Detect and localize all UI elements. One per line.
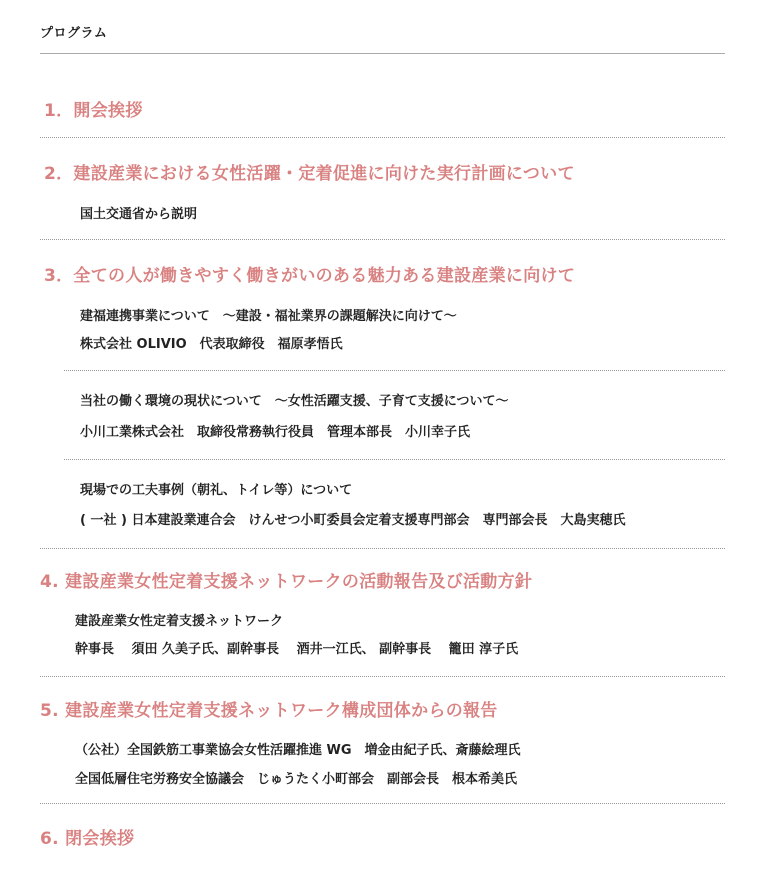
section-2-heading: 2．建設産業における女性活躍・定着促進に向けた実行計画について <box>44 164 575 184</box>
section-5-heading: 5. 建設産業女性定着支援ネットワーク構成団体からの報告 <box>40 701 498 721</box>
section-1-heading: 1．開会挨拶 <box>44 101 143 121</box>
section-4-heading: 4. 建設産業女性定着支援ネットワークの活動報告及び活動方針 <box>40 572 533 592</box>
section-4-line-2: 幹事長 須田 久美子氏、副幹事長 酒井一江氏、 副幹事長 籠田 淳子氏 <box>75 642 519 657</box>
talk-1-speaker: 株式会社 OLIVIO 代表取締役 福原孝悟氏 <box>80 337 343 352</box>
page-title: プログラム <box>40 26 108 41</box>
talk-1-topic: 建福連携事業について ～建設・福祉業界の課題解決に向けて～ <box>80 309 457 324</box>
section-4-line-1: 建設産業女性定着支援ネットワーク <box>75 614 284 629</box>
section-2-line: 国土交通省から説明 <box>80 207 198 222</box>
divider <box>64 459 725 460</box>
title-divider <box>40 53 725 54</box>
talk-3-speaker: ( 一社 ) 日本建設業連合会 けんせつ小町委員会定着支援専門部会 専門部会長 大島実穂氏 <box>80 513 626 528</box>
divider <box>40 676 725 677</box>
talk-2-speaker: 小川工業株式会社 取締役常務執行役員 管理本部長 小川幸子氏 <box>80 425 471 440</box>
section-5-line-1: （公社）全国鉄筋工事業協会女性活躍推進 WG 増金由紀子氏、斎藤絵理氏 <box>75 743 521 758</box>
divider <box>40 137 725 138</box>
divider <box>64 370 725 371</box>
talk-3-topic: 現場での工夫事例（朝礼、トイレ等）について <box>80 483 353 498</box>
divider <box>40 548 725 549</box>
talk-2-topic: 当社の働く環境の現状について ～女性活躍支援、子育て支援について～ <box>80 394 509 409</box>
section-3-heading: 3．全ての人が働きやすく働きがいのある魅力ある建設産業に向けて <box>44 266 576 286</box>
divider <box>40 803 725 804</box>
section-6-heading: 6. 閉会挨拶 <box>40 829 135 849</box>
divider <box>40 239 725 240</box>
section-5-line-2: 全国低層住宅労務安全協議会 じゅうたく小町部会 副部会長 根本希美氏 <box>75 772 518 787</box>
